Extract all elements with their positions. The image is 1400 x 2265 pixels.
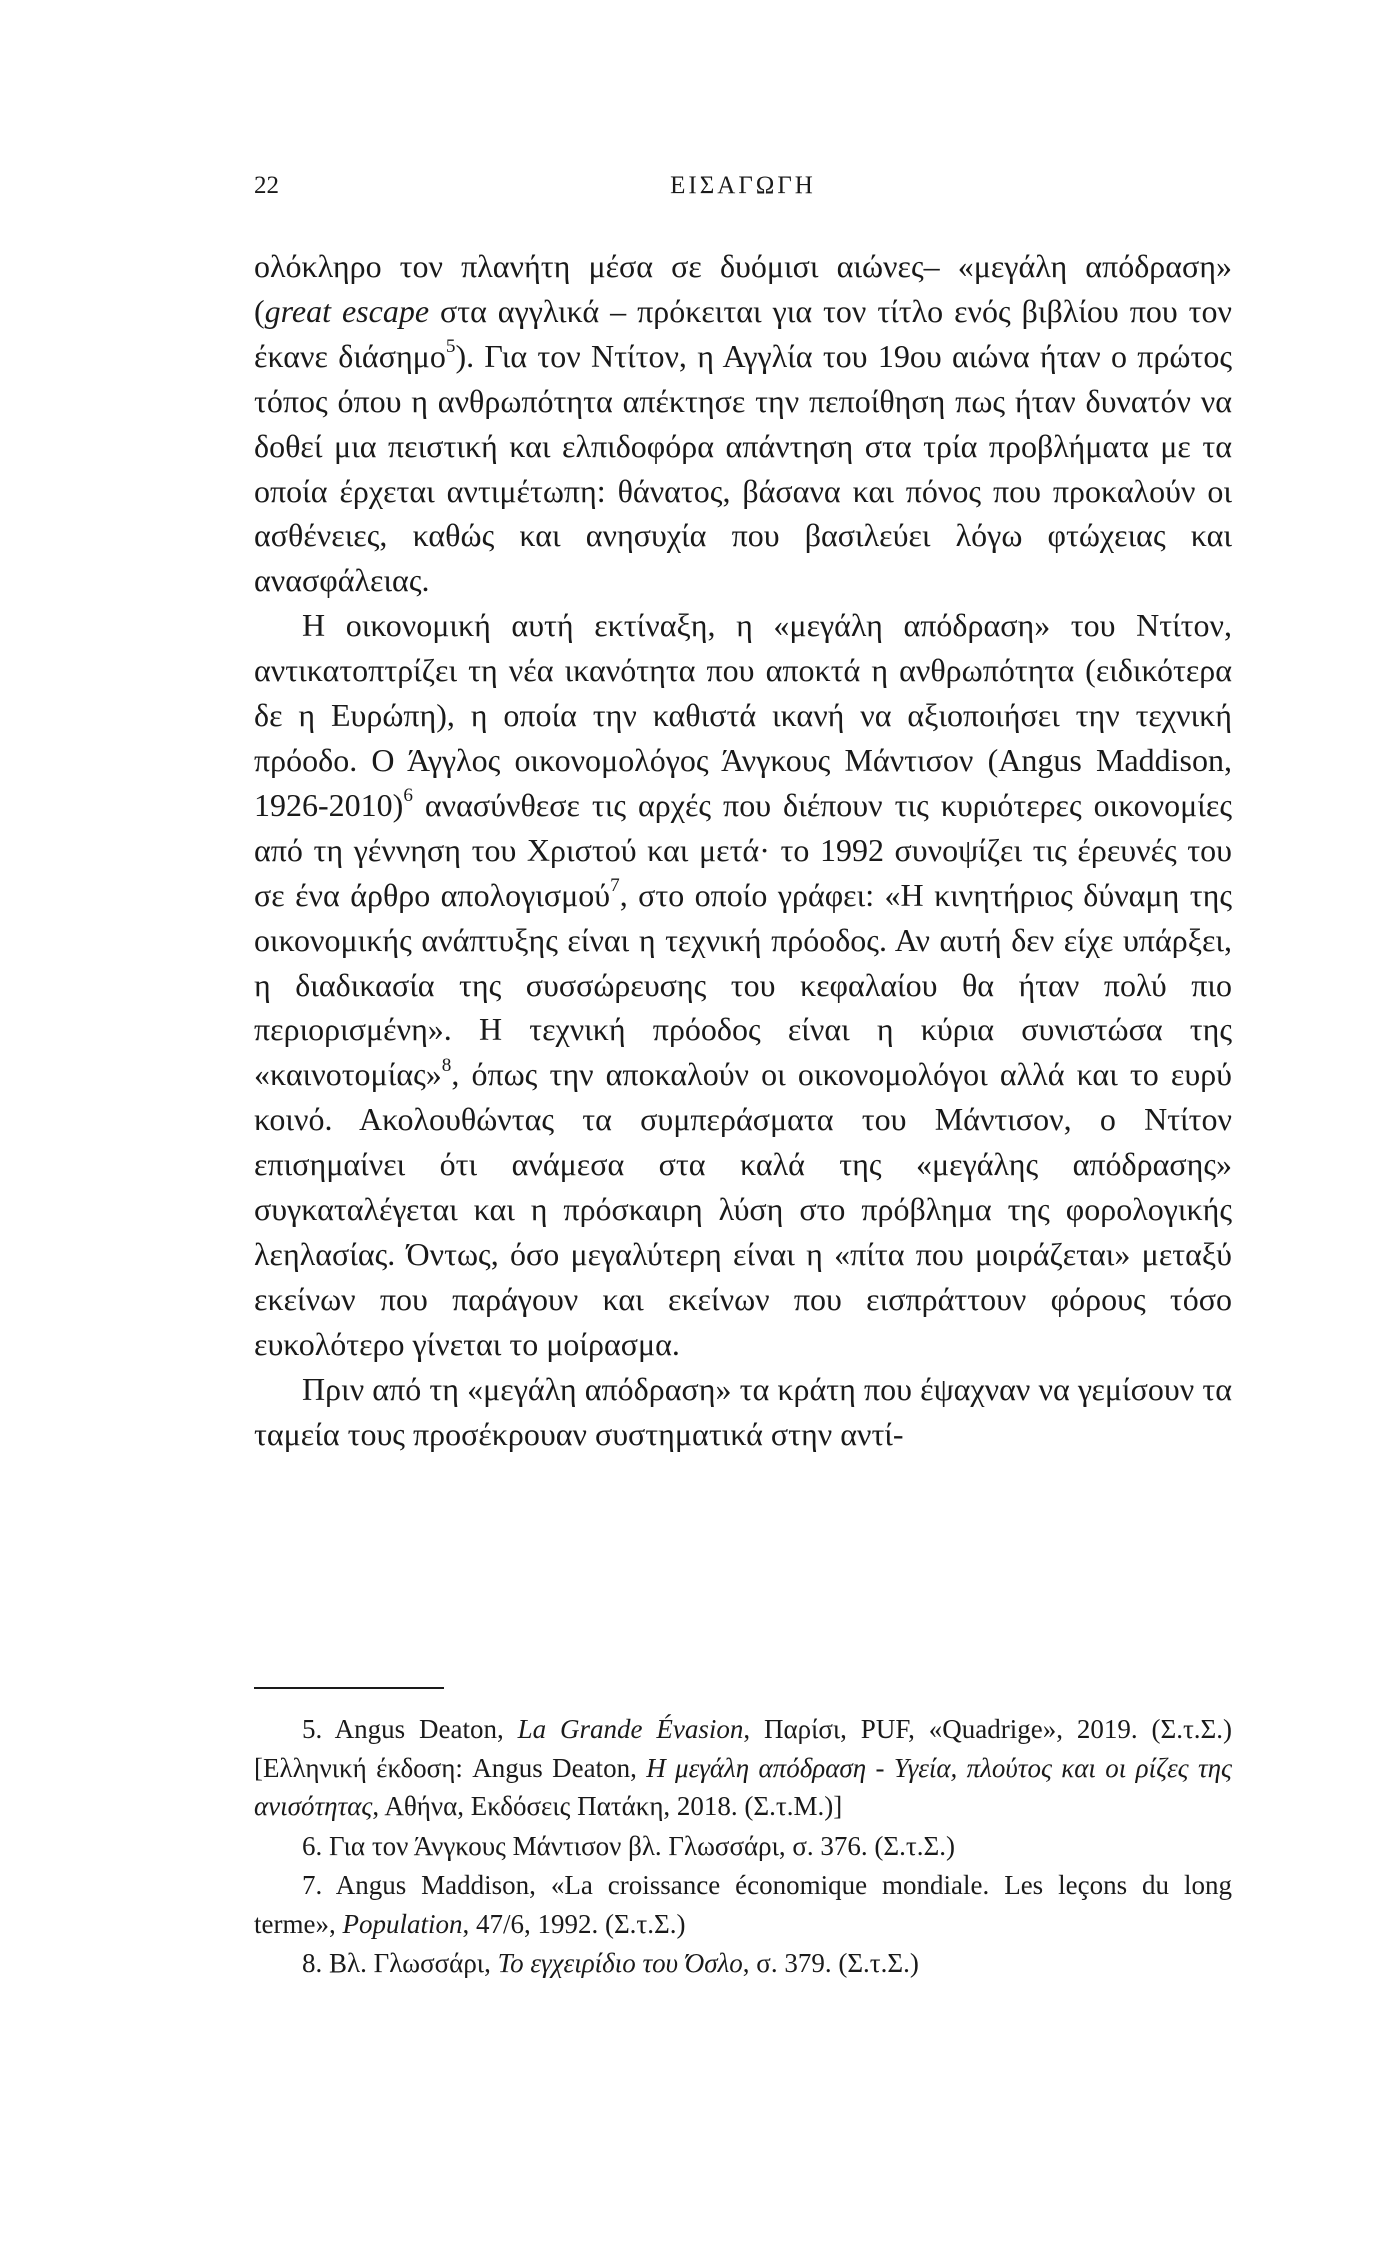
footnote-7-journal: Population — [342, 1908, 463, 1939]
footnote-ref-6: 6 — [403, 785, 413, 807]
paragraph-1-italic-term: great escape — [264, 292, 430, 329]
paragraph-1-text-a: ολόκληρο τον πλανήτη μέσα σε δυόμισι αιώνες– «μεγάλη απόδραση» ( — [254, 248, 1232, 329]
page-number: 22 — [254, 172, 279, 199]
running-head: ΕΙΣΑΓΩΓΗ — [670, 172, 816, 199]
paragraph-1-text-c: στα αγγλικά – πρόκειται για τον τίτλο ενός βιβλίου που τον έκανε διάσημο — [254, 292, 1233, 374]
paragraph-2 — [254, 603, 1232, 1366]
footnote-7 — [254, 1866, 1232, 1943]
footnote-8-text-c: , σ. 379. (Σ.τ.Σ.) — [742, 1948, 919, 1978]
footnote-separator — [254, 1687, 444, 1689]
paragraph-1 — [254, 244, 1232, 603]
footnote-5-text-c: , Παρίσι, PUF, «Quadrige», 2019. (Σ.τ.Σ.) [Ελληνική έκδοση: Angus Deaton, — [254, 1714, 1233, 1783]
page-header — [254, 172, 1232, 212]
footnote-ref-8: 8 — [441, 1054, 452, 1076]
paragraph-3: Πριν από τη «μεγάλη απόδραση» τα κράτη που έψαχναν να γεμίσουν τα ταμεία τους προσέκρουαν συστηματικά στην αντί- — [254, 1370, 1232, 1452]
paragraph-2-text-b: ανασύνθεσε τις αρχές που διέπουν τις κυριότερες οικονομίες από τη γέννηση του Χριστού και μετά· το 1992 συνοψίζει τις έρευνές του σε ένα άρθρο απολογισμού — [254, 786, 1232, 913]
footnote-6: 6. Για τον Άνγκους Μάντισον βλ. Γλωσσάρι, σ. 376. (Σ.τ.Σ.) — [302, 1830, 955, 1861]
paragraph-1-text-d: ). Για τον Ντίτον, η Αγγλία του 19ου αιώνα ήταν ο πρώτος τόπος όπου η ανθρωπότητα απέκτησε την πεποίθηση πως ήταν δυνατόν να δοθεί μια πειστική και ελπιδοφόρα απάντηση στα τρία προβλήματα με τα οποία έρχεται αντιμέτωπη: θάνατος, βάσανα και πόνος που προκαλούν οι ασθένειες, καθώς και ανησυχία που βασιλεύει λόγω φτώχειας και ανασφάλειας. — [254, 337, 1233, 599]
paragraph-2-text-a: Η οικονομική αυτή εκτίναξη, η «μεγάλη απόδραση» του Ντίτον, αντικατοπτρίζει τη νέα ικανότητα που αποκτά η ανθρωπότητα (ειδικότερα δε η Ευρώπη), η οποία την καθιστά ικανή να αξιοποιήσει την τεχνική πρόοδο. Ο Άγγλος οικονομολόγος Άνγκους Μάντισον (Angus Maddison, 1926-2010) — [254, 607, 1232, 823]
footnote-8 — [254, 1944, 1232, 1983]
footnote-5-greek-title: Η μεγάλη απόδραση - Υγεία, πλούτος και οι ρίζες της ανισότητας — [254, 1752, 1232, 1821]
footnote-5-text-a: 5. Angus Deaton, — [302, 1714, 518, 1744]
paragraph-2-text-d: , όπως την αποκαλούν οι οικονομολόγοι αλλά και το ευρύ κοινό. Ακολουθώντας τα συμπεράσματα του Μάντισον, ο Ντίτον επισημαίνει ότι ανάμεσα στα καλά της «μεγάλης απόδρασης» συγκαταλέγεται και η πρόσκαιρη λύση στο πρόβλημα της φορολογικής λεηλασίας. Όντως, όσο μεγαλύτερη είναι η «πίτα που μοιράζεται» μεταξύ εκείνων που παράγουν και εκείνων που εισπράττουν φόρους τόσο ευκολότερο γίνεται το μοίρασμα. — [254, 1056, 1232, 1362]
footnote-5-text-e: , Αθήνα, Εκδόσεις Πατάκη, 2018. (Σ.τ.Μ.)] — [372, 1791, 843, 1821]
footnote-ref-7: 7 — [610, 875, 620, 897]
footnote-7-text-a: 7. Angus Maddison, «La croissance économique mondiale. Les leçons du long terme», — [254, 1870, 1232, 1939]
footnote-8-text-a: 8. Βλ. Γλωσσάρι, — [302, 1948, 498, 1978]
footnotes — [254, 1710, 1232, 1983]
footnote-ref-5: 5 — [445, 336, 456, 358]
footnote-5-title: La Grande Évasion — [517, 1714, 744, 1744]
footnote-5 — [254, 1710, 1232, 1826]
footnote-7-text-c: , 47/6, 1992. (Σ.τ.Σ.) — [462, 1908, 686, 1939]
footnote-8-title: Το εγχειρίδιο του Όσλο — [497, 1948, 743, 1978]
paragraph-2-text-c: , στο οποίο γράφει: «Η κινητήριος δύναμη της οικονομικής ανάπτυξης είναι η τεχνική πρόοδος. Αν αυτή δεν είχε υπάρξει, η διαδικασία της συσσώρευσης του κεφαλαίου θα ήταν πολύ πιο περιορισμένη». Η τεχνική πρόοδος είναι η κύρια συνιστώσα της «καινοτομίας» — [254, 876, 1232, 1093]
body-text — [254, 244, 1232, 1456]
